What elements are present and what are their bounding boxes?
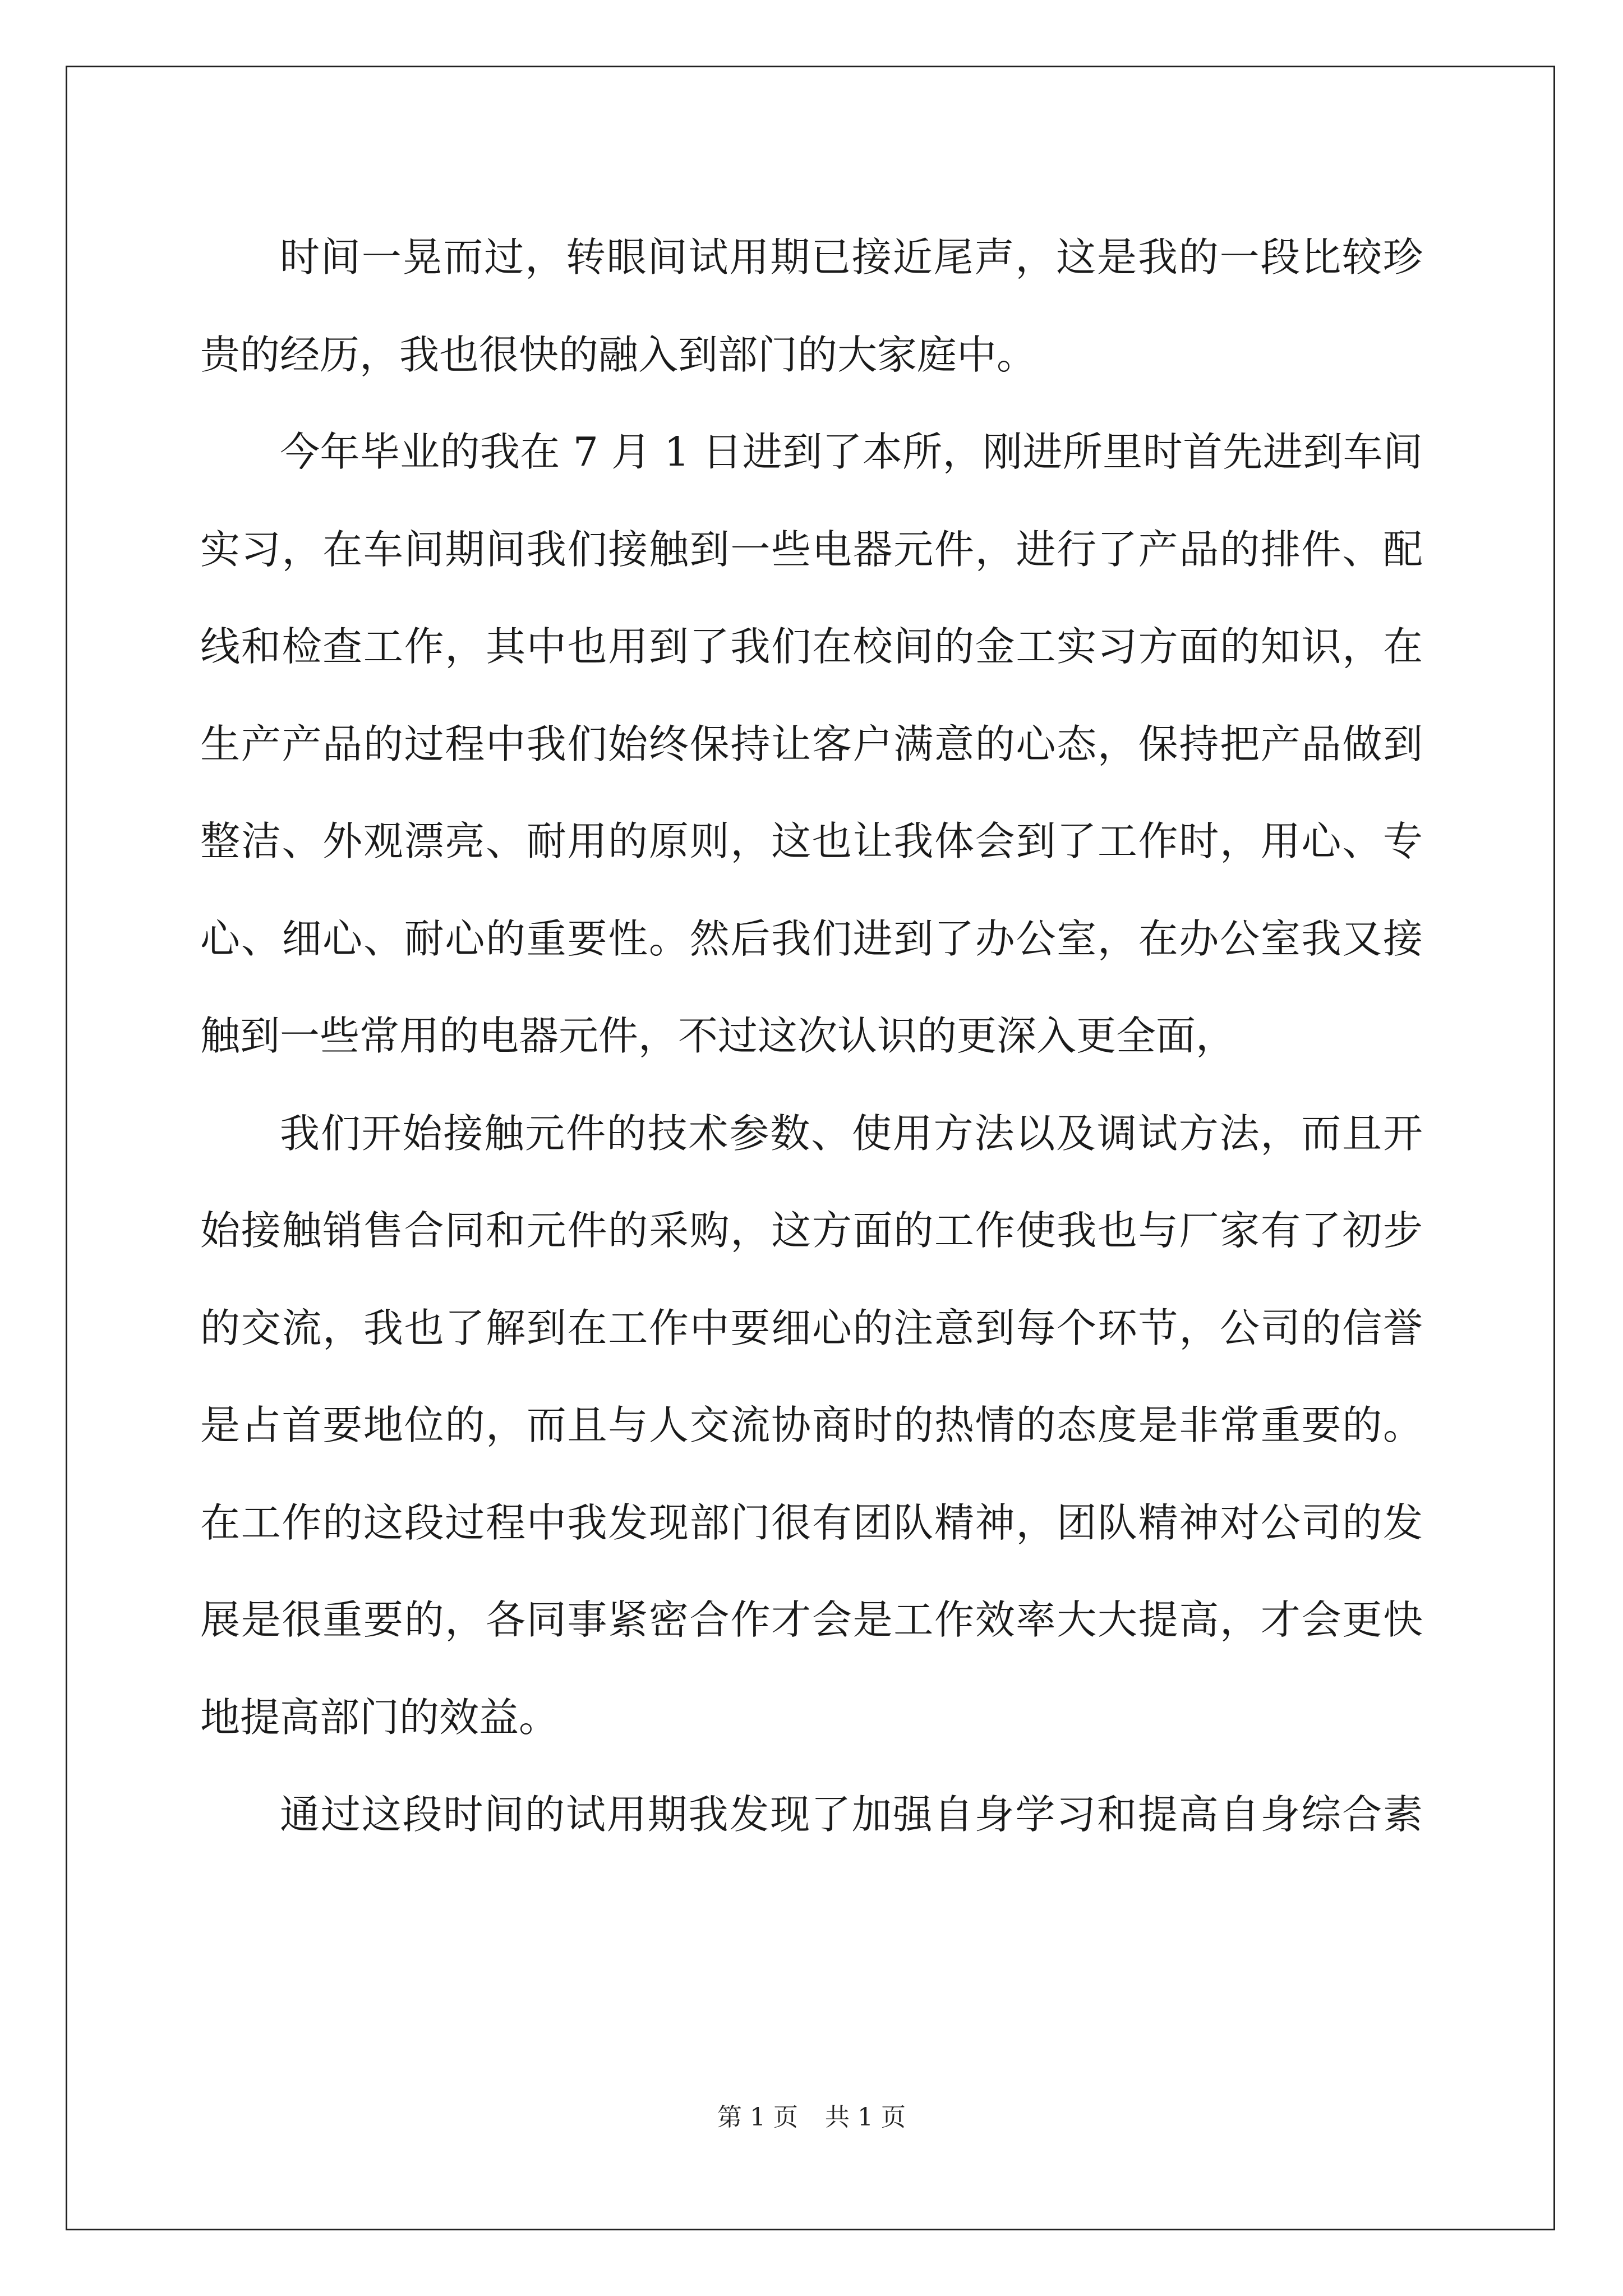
text-line: 实习，在车间期间我们接触到一些电器元件，进行了产品的排件、配 xyxy=(200,526,1423,573)
text-line: 生产产品的过程中我们始终保持让客户满意的心态，保持把产品做到 xyxy=(200,720,1423,767)
text-line: 是占首要地位的，而且与人交流协商时的热情的态度是非常重要的。 xyxy=(200,1402,1423,1448)
text-line: 心、细心、耐心的重要性。然后我们进到了办公室，在办公室我又接 xyxy=(200,915,1423,962)
text-line: 地提高部门的效益。 xyxy=(200,1694,559,1741)
text-line: 今年毕业的我在 7 月 1 日进到了本所，刚进所里时首先进到车间 xyxy=(280,429,1423,475)
document-body xyxy=(200,209,1423,1864)
text-line: 整洁、外观漂亮、耐用的原则，这也让我体会到了工作时，用心、专 xyxy=(200,818,1423,864)
text-line: 始接触销售合同和元件的采购，这方面的工作使我也与厂家有了初步 xyxy=(200,1207,1423,1254)
text-line: 在工作的这段过程中我发现部门很有团队精神，团队精神对公司的发 xyxy=(200,1499,1423,1546)
text-line: 时间一晃而过，转眼间试用期已接近尾声，这是我的一段比较珍 xyxy=(280,234,1423,280)
text-line: 触到一些常用的电器元件，不过这次认识的更深入更全面， xyxy=(200,1013,1236,1059)
text-line: 的交流，我也了解到在工作中要细心的注意到每个环节，公司的信誉 xyxy=(200,1304,1423,1351)
page-footer xyxy=(0,2101,1623,2134)
page-number: 第 1 页 xyxy=(717,2103,798,2132)
page-total: 共 1 页 xyxy=(825,2103,906,2132)
text-line: 贵的经历，我也很快的融入到部门的大家庭中。 xyxy=(200,331,1037,378)
text-line: 线和检查工作，其中也用到了我们在校间的金工实习方面的知识，在 xyxy=(200,623,1423,670)
text-line: 通过这段时间的试用期我发现了加强自身学习和提高自身综合素 xyxy=(280,1791,1423,1838)
text-line: 我们开始接触元件的技术参数、使用方法以及调试方法，而且开 xyxy=(280,1110,1423,1157)
text-line: 展是很重要的，各同事紧密合作才会是工作效率大大提高，才会更快 xyxy=(200,1596,1423,1643)
